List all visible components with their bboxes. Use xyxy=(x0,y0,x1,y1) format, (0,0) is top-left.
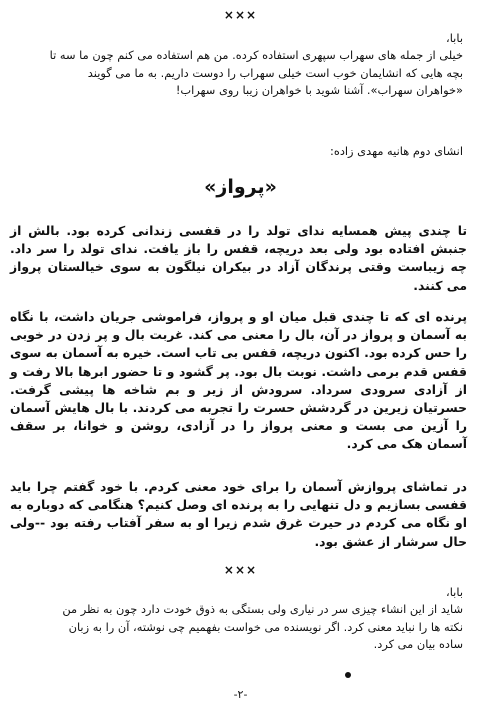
letter-line: بچه هایی که انشایمان خوب است خیلی سهراب را دوست داریم. به ما می گویند xyxy=(87,65,463,80)
essay-paragraph-1 xyxy=(10,222,467,295)
letter-greeting: بابا، xyxy=(446,585,463,599)
letter-line: نکته ها را نباید معنی کرد. اگر نویسنده می خواست بفهمیم چی نوشته، آن را به زبان xyxy=(68,619,463,634)
bullet-dot xyxy=(345,672,351,678)
essay-text: پرنده ای که تا چندی قبل میان او و پرواز، فراموشی جریان داشت، با نگاه به آسمان و پرواز در آن، بال را معنی می کند. غربت بال و پر زدن در خوبی را حس کرده بود. اکنون دریچه، قفس بی تاب است. خیره به آسمان به سوی قفس قدم برمی داشت. نوبت بال بود. پر گشود و تا حضور ابرها بالا رفت و از آزادی سرودی سرداد. سرودش از زیر و بم شاخه ها پیشی گرفت. حسرتیان زیرین در گردشش حسرت را تجربه می کردند. با بال هایش آسمان را آزین می بست و معنی پرواز را در آزادی، روشن و خوانا، بر سقف آسمان هک می کرد. xyxy=(10,309,467,452)
letter-greeting: بابا، xyxy=(446,31,463,45)
essay-text: در تماشای پروازش آسمان را برای خود معنی کردم. با خود گفتم چرا باید قفسی بسازیم و دل تنهایی را به پرنده ای وصل کنیم؟ هنگامی که دوباره به او نگاه می کردم در حیرت غرق شدم زیرا او به سفر آفتاب رفته بود --ولی حال سرشار از عشق بود. xyxy=(10,479,467,549)
letter-line: خیلی از جمله های سهراب سپهری استفاده کرده. من هم استفاده می کنم چون ما سه تا xyxy=(49,48,463,63)
letter-to-father-1 xyxy=(18,30,463,100)
section-separator-bottom: ××× xyxy=(223,563,258,577)
essay-text: تا چندی پیش همسایه ندای تولد را در قفسی زندانی کرده بود. بالش از جنبش افتاده بود ولی بعد دریچه، قفس را باز یافت. ندای تولد را سر داد. چه زیباست وقتی پرندگان آزاد در بیکران نیلگون به سوی خیالستان پرواز می کنند. xyxy=(10,223,467,293)
letter-line: «خواهران سهراب». آشنا شوید با خواهران زیبا روی سهراب! xyxy=(175,83,463,98)
essay-paragraph-3 xyxy=(10,478,467,551)
letter-to-father-2 xyxy=(18,584,463,654)
essay-title: «پرواز» xyxy=(204,176,277,198)
essay-paragraph-2 xyxy=(10,308,467,454)
essay-intro: انشای دوم هانیه مهدی زاده: xyxy=(330,144,463,158)
page-number: -۲- xyxy=(233,688,248,701)
letter-line: شاید از این انشاء چیزی سر در نیاری ولی بستگی به ذوق خودت دارد چون به نظر من xyxy=(62,602,463,617)
section-separator-top: ××× xyxy=(223,8,258,22)
letter-line: ساده بیان می کرد. xyxy=(373,637,463,652)
